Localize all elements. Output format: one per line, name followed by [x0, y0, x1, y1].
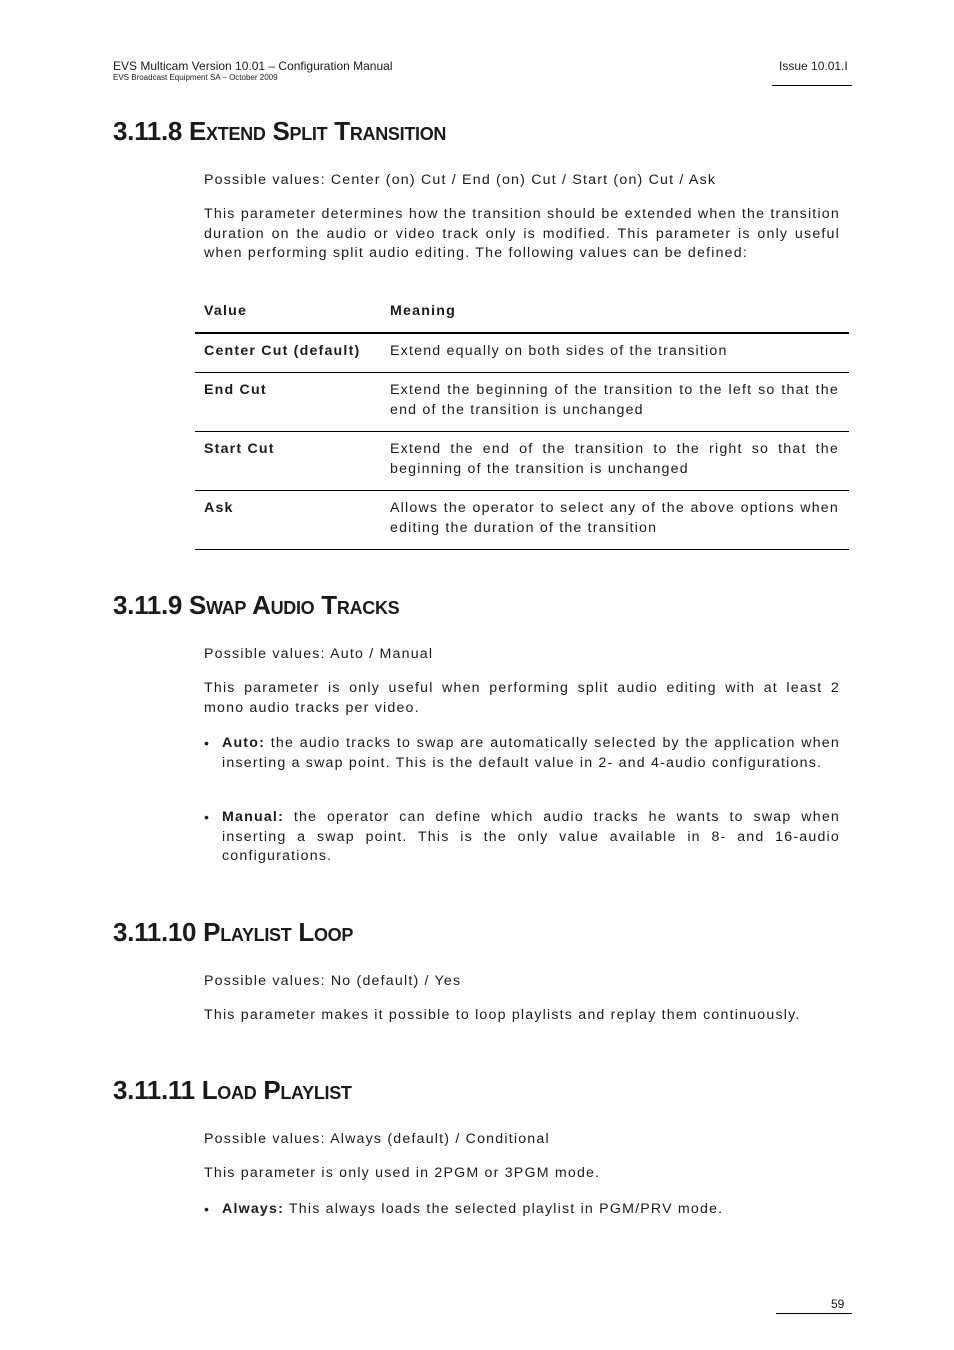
manual-title: EVS Multicam Version 10.01 – Configuration Manual [113, 59, 393, 73]
bullet-text: the audio tracks to swap are automatically selected by the application when inserting a swap point. This is the default value in 2- and 4-audio configurations. [222, 735, 840, 771]
section-heading-3-11-11 [113, 1075, 352, 1105]
table-row [195, 334, 849, 373]
section-body: This parameter makes it possible to loop playlists and replay them continuously. [204, 1007, 801, 1023]
running-header [113, 59, 613, 83]
bullet-dot-icon: • [204, 809, 211, 825]
bullet-label: Manual: [222, 809, 284, 825]
bullet-label: Auto: [222, 735, 266, 751]
section-number: 3.11.10 [113, 917, 197, 947]
possible-values: Possible values: Center (on) Cut / End (on) Cut / Start (on) Cut / Ask [204, 172, 717, 188]
row-meaning: Extend the beginning of the transition to the left so that the end of the transition is unchanged [390, 382, 839, 418]
section-number: 3.11.8 [113, 116, 183, 146]
row-value: Start Cut [204, 441, 275, 457]
column-header-meaning: Meaning [390, 303, 456, 319]
page-number: 59 [831, 1297, 845, 1311]
section-title: Extend Split Transition [189, 116, 447, 146]
row-value: End Cut [204, 382, 267, 398]
bullet-text: the operator can define which audio tracks he wants to swap when inserting a swap point. This is the only value available in 8- and 16-audio configurations. [222, 809, 840, 864]
row-meaning: Allows the operator to select any of the above options when editing the duration of the transition [390, 500, 839, 536]
section-body: This parameter is only used in 2PGM or 3PGM mode. [204, 1165, 601, 1181]
issue-box [772, 59, 852, 86]
table-row [195, 491, 849, 550]
bullet-dot-icon: • [204, 1201, 211, 1217]
section-body: This parameter determines how the transition should be extended when the transition duration on the audio or video track only is modified. This parameter is only useful when performing split audio editing. The following values can be defined: [204, 206, 840, 261]
row-meaning: Extend the end of the transition to the right so that the beginning of the transition is unchanged [390, 441, 839, 477]
section-title: Load Playlist [201, 1075, 352, 1105]
section-number: 3.11.11 [113, 1075, 195, 1105]
row-value: Center Cut (default) [204, 343, 361, 359]
bullet-dot-icon: • [204, 735, 211, 751]
table-row [195, 373, 849, 432]
section-heading-3-11-9 [113, 590, 399, 620]
section-body: This parameter is only useful when performing split audio editing with at least 2 mono audio tracks per video. [204, 680, 840, 716]
table-row [195, 432, 849, 491]
footer-rule [776, 1313, 852, 1314]
section-title: Swap Audio Tracks [189, 590, 400, 620]
section-title: Playlist Loop [203, 917, 354, 947]
row-meaning: Extend equally on both sides of the transition [390, 343, 728, 359]
section-number: 3.11.9 [113, 590, 183, 620]
issue-number: Issue 10.01.I [779, 59, 848, 73]
possible-values: Possible values: No (default) / Yes [204, 973, 462, 989]
bullet-label: Always: [222, 1201, 285, 1217]
bullet-text: This always loads the selected playlist in PGM/PRV mode. [284, 1201, 724, 1217]
possible-values: Possible values: Auto / Manual [204, 646, 434, 662]
row-value: Ask [204, 500, 234, 516]
column-header-value: Value [204, 303, 248, 319]
table-header [195, 296, 849, 334]
publisher-date: EVS Broadcast Equipment SA – October 2009 [113, 73, 278, 82]
possible-values: Possible values: Always (default) / Conditional [204, 1131, 550, 1147]
section-heading-3-11-8 [113, 116, 446, 146]
section-heading-3-11-10 [113, 917, 353, 947]
